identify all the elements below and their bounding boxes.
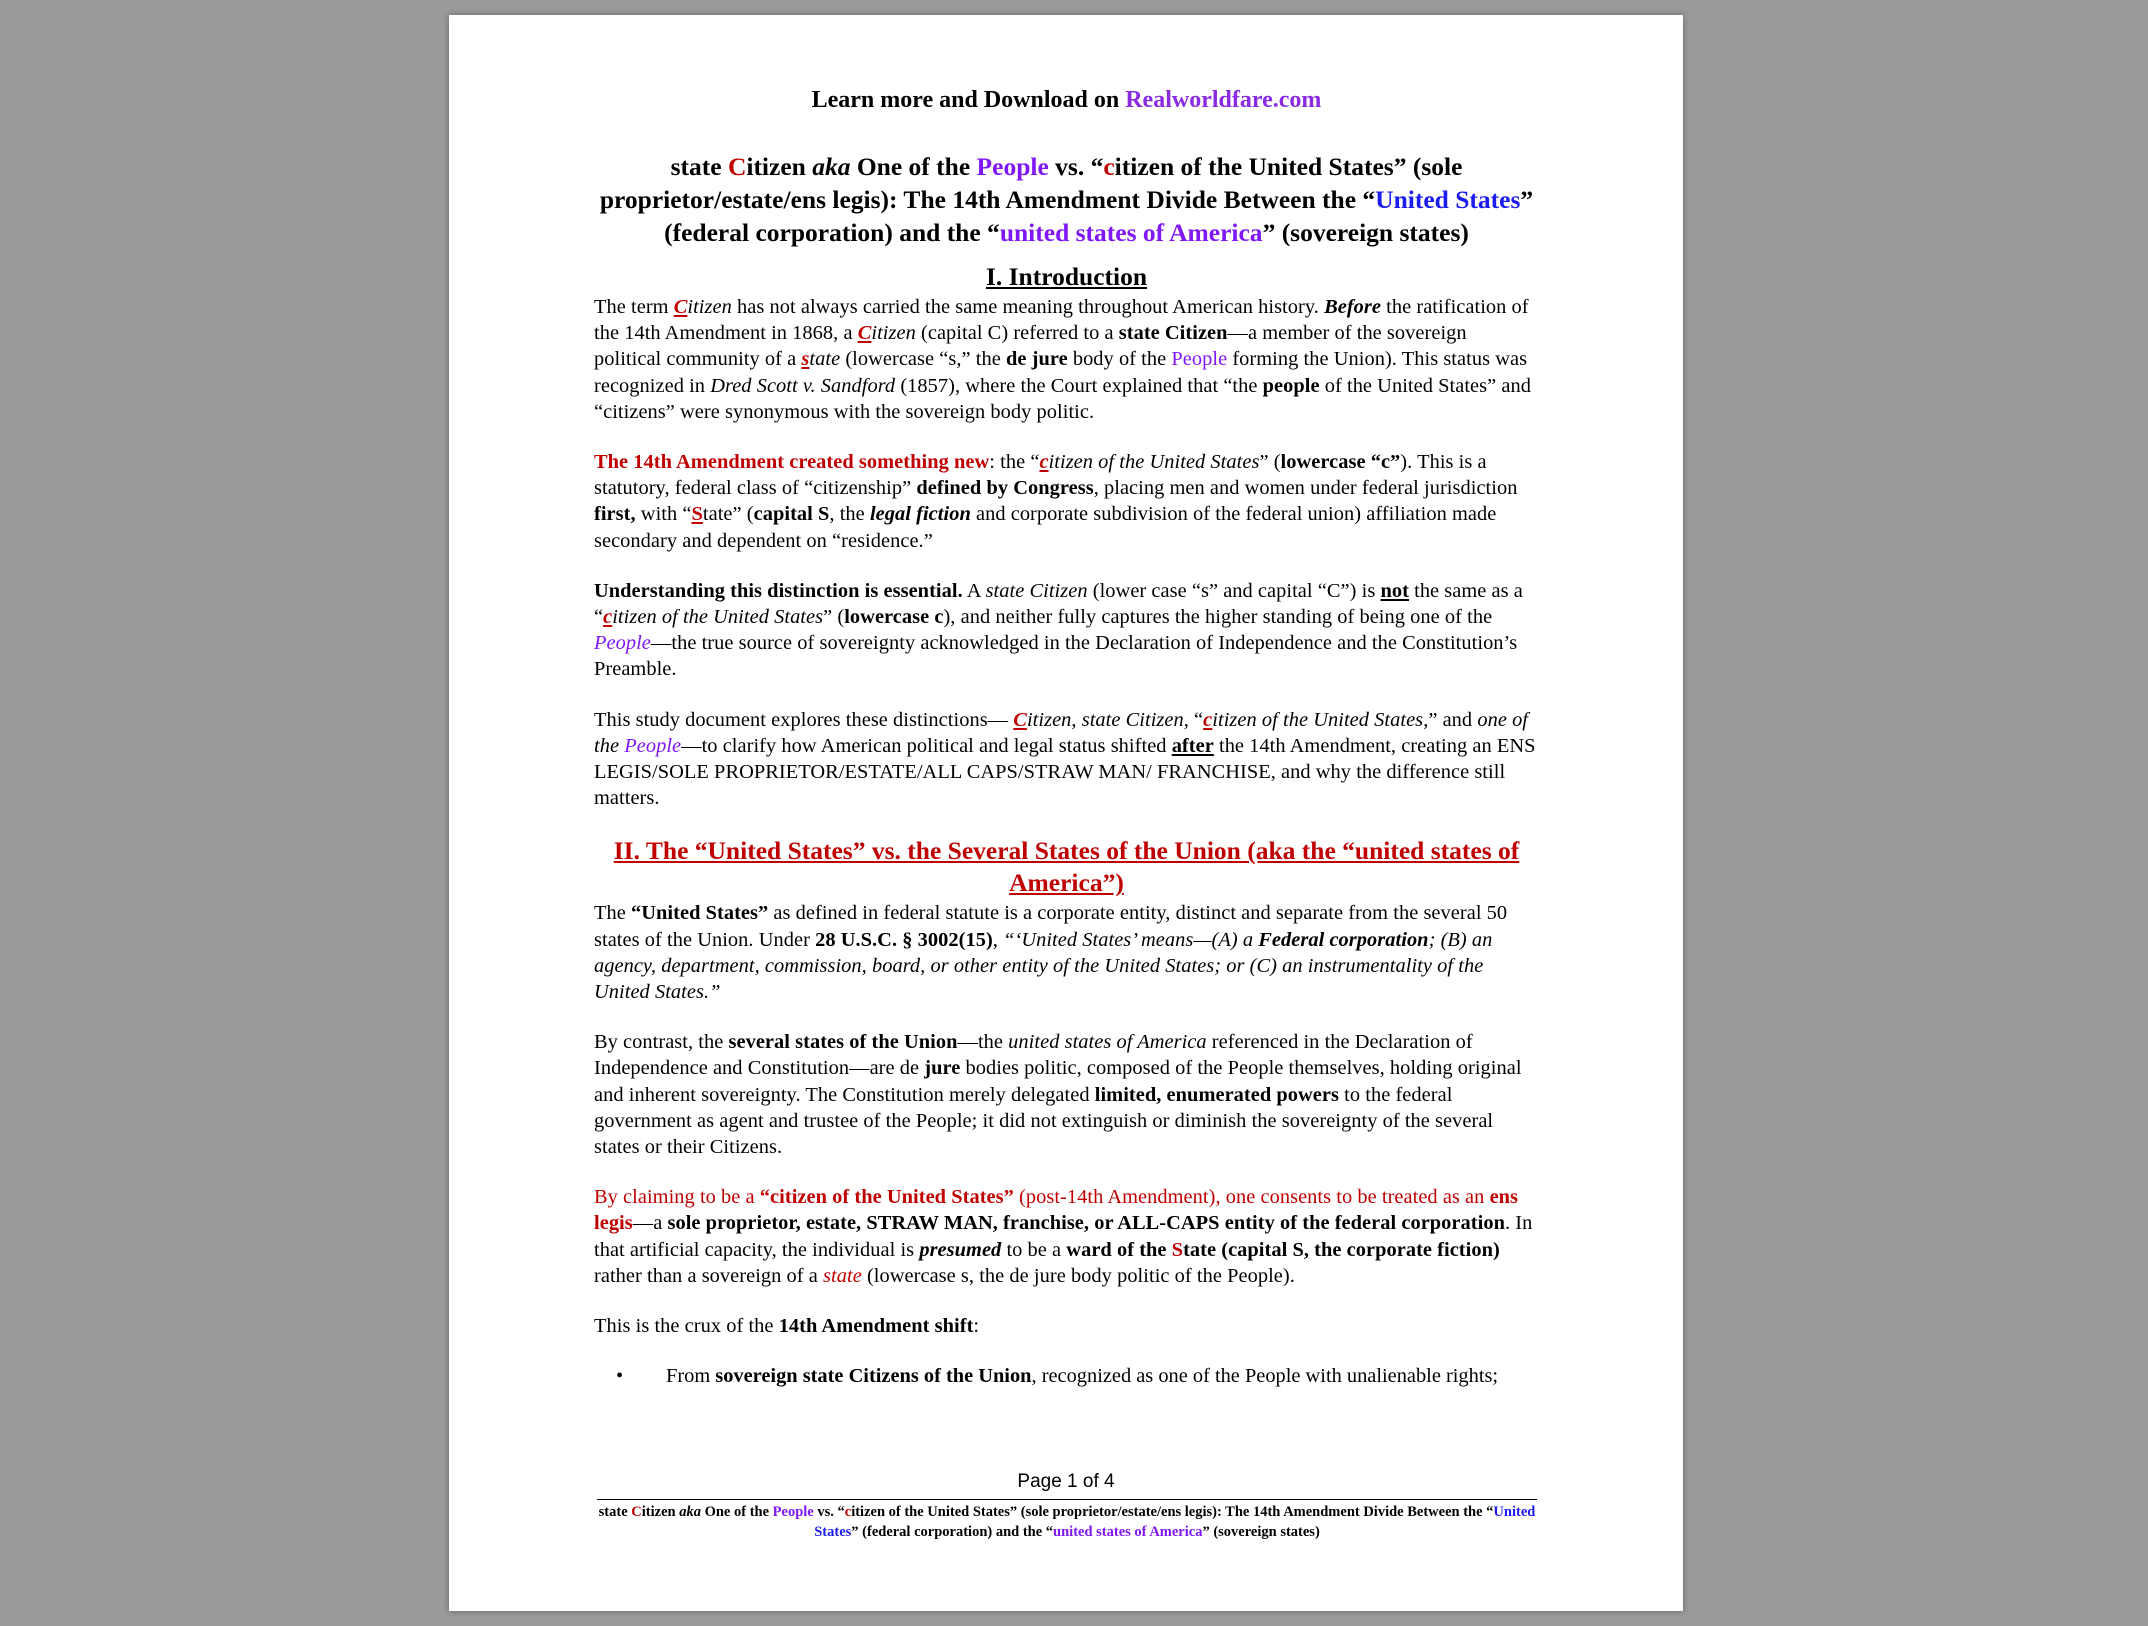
page-number: Page 1 of 4 (1017, 1471, 1115, 1492)
page-footer: state Citizen aka One of the People vs. “citizen of the United States” (sole proprietor/estate/ens legis): The 14th Amendment Divide Between the “United States” (federal corporation) and the “united states of America” (sovereign states) (598, 1504, 1536, 1540)
intro-paragraph-2: The 14th Amendment created something new: the “citizen of the United States” (lowercase “c”). This is a statutory, federal class of “citizenship” defined by Congress, placing men and women under federal jurisdiction first, with “State” (capital S, the legal fiction and corporate subdivision of the federal union) affiliation made secondary and dependent on “residence.” (594, 451, 1518, 552)
intro-paragraph-3: Understanding this distinction is essential. A state Citizen (lower case “s” and capital “C”) is not the same as a “citizen of the United States” (lowercase c), and neither fully captures the higher standing of being one of the People—the true source of sovereignty acknowledged in the Declaration of Independence and the Constitution’s Preamble. (594, 579, 1523, 681)
footer-divider (597, 1499, 1537, 1500)
section2-paragraph-4: This is the crux of the 14th Amendment shift: (594, 1315, 980, 1338)
section-heading-introduction: I. Introduction (985, 262, 1148, 291)
download-text: Learn more and Download on (811, 87, 1126, 113)
bullet-icon: • (616, 1365, 624, 1388)
section2-paragraph-2: By contrast, the several states of the Union—the united states of America referenced in the Declaration of Independence and Constitution—are de jure bodies politic, composed of the People themselves, holding original and inherent sovereignty. The Constitution merely delegated limited, enumerated powers to the federal government as agent and trustee of the People; it did not extinguish or diminish the sovereignty of the several states or their Citizens. (594, 1031, 1522, 1159)
document-page (449, 15, 1683, 1611)
page-content (594, 85, 1539, 1390)
section2-paragraph-3: By claiming to be a “citizen of the United States” (post-14th Amendment), one consents to be treated as an ens legis—a sole proprietor, estate, STRAW MAN, franchise, or ALL-CAPS entity of the federal corporation. In that artificial capacity, the individual is presumed to be a ward of the State (capital S, the corporate fiction) rather than a sovereign of a state (lowercase s, the de jure body politic of the People). (594, 1186, 1533, 1287)
section2-paragraph-1: The “United States” as defined in federal statute is a corporate entity, distinct and separate from the several 50 states of the Union. Under 28 U.S.C. § 3002(15), “‘United States’ means—(A) a Federal corporation; (B) an agency, department, commission, board, or other entity of the United States; or (C) an instrumentality of the United States.” (594, 902, 1508, 1004)
realworldfare-link[interactable]: Realworldfare.com (1125, 87, 1322, 113)
list-item: • From sovereign state Citizens of the Union, recognized as one of the People with unalienable rights; (594, 1363, 1539, 1389)
document-title: state Citizen aka One of the People vs. “citizen of the United States” (sole proprietor/estate/ens legis): The 14th Amendment Divide Between the “United States” (federal corporation) and the “united states of America” (sovereign states) (599, 152, 1534, 247)
intro-paragraph-4: This study document explores these distinctions— Citizen, state Citizen, “citizen of the United States,” and one of the People—to clarify how American political and legal status shifted after the 14th Amendment, creating an ENS LEGIS/SOLE PROPRIETOR/ESTATE/ALL CAPS/STRAW MAN/ FRANCHISE, and why the difference still matters. (594, 708, 1536, 810)
shift-bullet-list (594, 1363, 1539, 1389)
section-heading-united-states: II. The “United States” vs. the Several States of the Union (aka the “united states of America”) (613, 836, 1520, 898)
download-banner (594, 85, 1539, 115)
intro-paragraph-1: The term Citizen has not always carried the same meaning throughout American history. Before the ratification of the 14th Amendment in 1868, a Citizen (capital C) referred to a state Citizen—a member of the sovereign political community of a state (lowercase “s,” the de jure body of the People forming the Union). This status was recognized in Dred Scott v. Sandford (1857), where the Court explained that “the people of the United States” and “citizens” were synonymous with the sovereign body politic. (594, 296, 1531, 423)
